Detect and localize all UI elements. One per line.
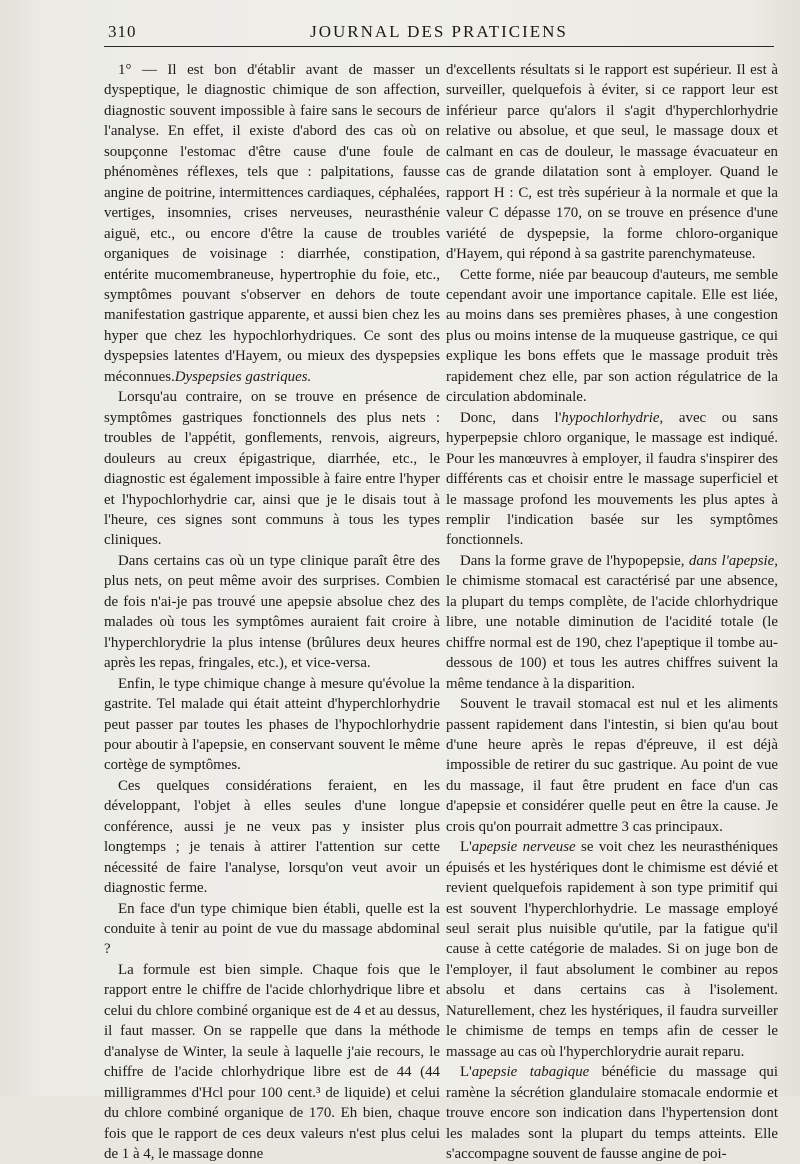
running-title: JOURNAL DES PRATICIENS xyxy=(310,22,568,41)
paragraph-text: d'excellents résultats si le rapport est supérieur. Il est à surveiller, quelquefois à éviter, si ce rapport leur est inférieur parce qu'alors il s'agit d'hyperchlorhydrie relative ou absolue, et que seul, le massage doux et calmant en cas de douleur, le massage évacuateur en cas de grande dilatation sont à employer. Quand le rapport H : C, est très supérieur à la normale et que la valeur C dépasse 170, on se trouve en présence d'une variété de dyspepsie, la forme chloro-organique d'Hayem, qui répond à sa gastrite parenchymateuse. xyxy=(446,62,778,263)
right-column xyxy=(446,60,778,1163)
paragraph xyxy=(104,899,440,960)
paragraph-text: Cette forme, niée par beaucoup d'auteurs, me semble cependant avoir une importance capitale. Elle est liée, au moins dans ses premières phases, à une congestion plus ou moins intense de la muqueuse gastrique, ce qui explique les bons effets que le massage produit très rapidement chez elle, par son action régulatrice de la circulation abdominale. xyxy=(446,266,778,406)
paragraph xyxy=(104,387,440,551)
page-number: 310 xyxy=(108,22,137,41)
paragraph-text: 1° xyxy=(118,62,142,78)
paragraph-text: Souvent le travail stomacal est nul et les aliments passent rapidement dans l'intestin, si bien qu'au bout d'une heure après le repas d'épreuve, il est déjà impossible de retirer du suc gastrique. Au point de vue du massage, il faut être prudent en face d'un cas d'apepsie et considérer quelle peut en être la cause. Je crois qu'on pourrait admettre 3 cas principaux. xyxy=(446,696,778,835)
italic-term: apepsie tabagique xyxy=(471,1064,590,1081)
paragraph-text: Dans la forme grave de l'hypopepsie, xyxy=(460,552,689,569)
left-column xyxy=(104,60,440,1163)
paragraph-text: Dans certains cas où un type clinique paraît être des plus nets, on peut même avoir des surprises. Combien de fois n'ai-je pas trouvé une apepsie absolue chez des malades où tous les symptômes auraient fait croire à l'hyperchlorydrie la plus intense (brûlures deux heures après les repas, fringales, etc.), et vice-versa. xyxy=(104,552,440,672)
paragraph-text: Donc, dans l' xyxy=(460,409,562,426)
italic-term: dans l'apepsie xyxy=(688,552,775,569)
paragraph-text: L' xyxy=(460,839,472,856)
italic-term: apepsie nerveuse xyxy=(471,839,576,856)
paragraph xyxy=(104,674,440,776)
paragraph xyxy=(104,60,440,387)
paragraph-text: bénéficie du massage qui ramène la sécrétion glandulaire stomacale endormie et trouve encore son indication dans l'hypertension dont les malades sont la plupart du temps atteints. Elle s'accompagne souvent de fausse angine de poi- xyxy=(446,1064,778,1163)
italic-term: hypochlorhydrie xyxy=(561,409,660,426)
page-header xyxy=(104,20,774,44)
paragraph-text: , avec ou sans hyperpepsie chloro organique, le massage est indiqué. Pour les manœuvres à employer, il faudra s'inspirer des différents cas et choisir entre le massage superficiel et le massage profond les mouvements les plus aptes à remplir l'indication basée sur les symptômes fonctionnels. xyxy=(446,409,778,549)
paragraph-text: Enfin, le type chimique change à mesure qu'évolue la gastrite. Tel malade qui était atteint d'hyperchlorhydrie peut passer par toutes les phases de l'hypochlorhydrie pour aboutir à l'apepsie, en conservant souvent le même cortège de symptômes. xyxy=(104,675,440,774)
paragraph-text: Ces quelques considérations feraient, en les développant, l'objet à elles seules d'une longue conférence, aussi je ne veux pas y insister plus longtemps ; je tenais à attirer l'attention sur cette nécessité de faire l'analyse, lorsqu'on veut avoir un diagnostic ferme. xyxy=(104,777,440,897)
paragraph xyxy=(446,837,778,1062)
paragraph xyxy=(104,776,440,899)
paragraph-text: Lorsqu'au contraire, on se trouve en présence de symptômes gastriques fonctionnels des plus nets : troubles de l'appétit, gonflements, renvois, aigreurs, douleurs au creux épigastrique, diarrhée, etc., le diagnostic est également impossible à faire entre l'hyper et l'hypochlorhydrie car, ainsi que je le disais tout à l'heure, ces signes sont communs à tous les types cliniques. xyxy=(104,389,440,549)
paragraph xyxy=(446,265,778,408)
paragraph-text: En face d'un type chimique bien établi, quelle est la conduite à tenir au point de vue du massage abdominal ? xyxy=(104,900,440,958)
paragraph xyxy=(446,60,778,265)
paragraph-text: La formule est bien simple. Chaque fois que le rapport entre le chiffre de l'acide chlorhydrique libre et celui du chlore combiné organique est de 4 et au dessus, il faut masser. On se rappelle que dans la méthode d'analyse de Winter, la seule à laquelle j'aie recours, le chiffre de l'acide chlorhydrique libre est de 44 (44 milligrammes d'Hcl pour 100 cent.³ de liquide) et celui du chlore combiné organique de 170. Eh bien, chaque fois que le rapport de ces deux valeurs n'est plus celui de 1 à 4, le massage donne xyxy=(104,961,440,1163)
italic-term: Dyspepsies gastriques. xyxy=(174,368,312,385)
paragraph xyxy=(104,551,440,674)
paragraph xyxy=(104,960,440,1164)
paragraph xyxy=(446,694,778,837)
paragraph-text: — Il est bon d'établir avant de masser un dyspeptique, le diagnostic chimique de son affection, diagnostic souvent impossible à faire sans le secours de l'analyse. En effet, il existe d'abord des cas où on soupçonne l'estomac d'être cause d'une foule de phénomènes réflexes, tels que : palpitations, fausse angine de poitrine, intermittences cardiaques, céphalées, vertiges, insomnies, crises nerveuses, neurasthénie aiguë, etc., ou encore d'être la cause de troubles organiques de voisinage : diarrhée, constipation, entérite mucomembraneuse, hypertrophie du foie, etc., symptômes pouvant s'observer en dehors de toute manifestation gastrique apparente, et aussi bien chez les hyper que chez les hypochlorhydriques. Ce sont des dyspepsies latentes d'Hayem, ou mieux des dyspepsies méconnues. xyxy=(104,62,440,385)
paragraph xyxy=(446,551,778,694)
header-rule xyxy=(104,46,774,47)
paragraph xyxy=(446,408,778,551)
paragraph-text: L' xyxy=(460,1064,472,1081)
paragraph-text: , le chimisme stomacal est caractérisé par une absence, la plupart du temps complète, de l'acide chlorhydrique libre, une notable diminution de l'acidité totale (le chiffre normal est de 190, chez l'apeptique il tombe au-dessous de 100) et tous les autres chiffres suivent la même tendance à la disparition. xyxy=(446,552,778,692)
paragraph xyxy=(446,1062,778,1164)
paragraph-text: se voit chez les neurasthéniques épuisés et les hystériques dont le chimisme est dévié et revient quelquefois rapidement à son type primitif qui est souvent l'hyperchlorhydrie. Le massage employé seul serait plus nuisible qu'utile, par la fatigue qu'il cause à cette catégorie de malades. Si on juge bon de l'employer, il faut absolument le combiner au repos absolu et dans certains cas à l'isolement. Naturellement, chez les hystériques, il faudra surveiller le chimisme de temps en temps afin de cesser le massage au cas où l'hyperchlorydrie aurait reparu. xyxy=(446,839,778,1060)
